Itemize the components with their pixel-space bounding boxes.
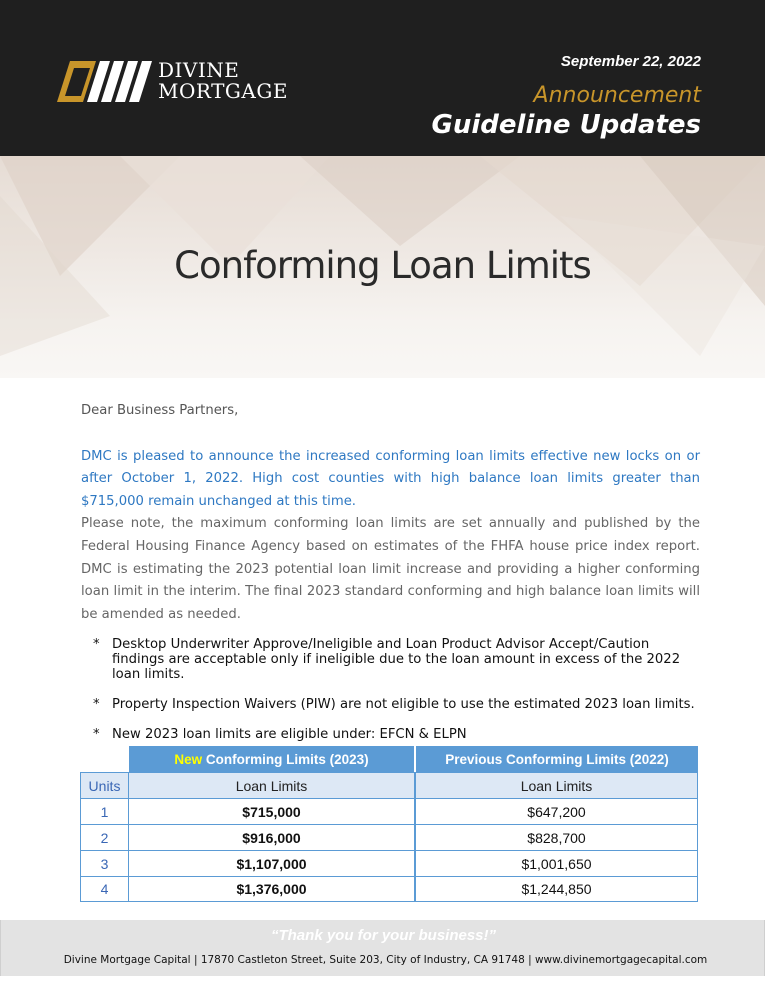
page-title: Conforming Loan Limits: [174, 244, 591, 287]
previous-limits-header: Previous Conforming Limits (2022): [414, 746, 698, 772]
blank-corner: [80, 746, 128, 772]
table-row: [80, 876, 698, 902]
header: [0, 0, 765, 156]
intro-paragraph: DMC is pleased to announce the increased conforming loan limits effective new locks on or after October 1, 2022. High cost counties with high balance loan limits greater than $715,000 remain unchanged at this time.: [81, 448, 700, 509]
units-column-header: Units: [80, 772, 128, 798]
title-banner: [0, 156, 765, 378]
logo-line-1: DIVINE: [158, 58, 240, 82]
letter-body: [81, 400, 700, 626]
units-cell: 3: [80, 850, 128, 876]
asterisk-icon: *: [93, 727, 100, 742]
list-item: [93, 697, 705, 712]
thank-you-message: “Thank you for your business!”: [270, 927, 497, 944]
logo-mark-icon: [52, 60, 156, 104]
footer: [0, 920, 765, 976]
bullet-text: New 2023 loan limits are eligible under: EFCN & ELPN: [112, 727, 467, 742]
loan-limits-table: [80, 746, 698, 902]
previous-loan-limits-label: Loan Limits: [414, 772, 698, 798]
list-item: [93, 637, 705, 682]
table-row: [80, 850, 698, 876]
bullet-text: Property Inspection Waivers (PIW) are not eligible to use the estimated 2023 loan limits.: [112, 697, 695, 712]
asterisk-icon: *: [93, 697, 100, 712]
new-header-text: Conforming Limits (2023): [202, 751, 369, 767]
header-title: Guideline Updates: [431, 110, 701, 140]
bullet-list: [93, 634, 705, 742]
bullet-text: Desktop Underwriter Approve/Ineligible and Loan Product Advisor Accept/Caution findings are acceptable only if ineligible due to the loan amount in excess of the 2022 loan limits.: [112, 637, 681, 682]
table-subheader-row: [80, 772, 698, 798]
announcement-date: September 22, 2022: [560, 53, 701, 70]
new-limit-cell: $1,376,000: [128, 876, 414, 902]
new-limit-cell: $715,000: [128, 798, 414, 824]
new-limits-header: [128, 746, 414, 772]
table-row: [80, 798, 698, 824]
previous-limit-cell: $828,700: [414, 824, 698, 850]
units-cell: 1: [80, 798, 128, 824]
previous-limit-cell: $1,001,650: [414, 850, 698, 876]
new-limit-cell: $1,107,000: [128, 850, 414, 876]
company-address: Divine Mortgage Capital | 17870 Castleton Street, Suite 203, City of Industry, CA 91748 | www.divinemortgagecapital.com: [63, 954, 708, 966]
new-loan-limits-label: Loan Limits: [128, 772, 414, 798]
units-cell: 4: [80, 876, 128, 902]
logo-line-2: MORTGAGE: [158, 79, 288, 103]
list-item: [93, 727, 705, 742]
previous-limit-cell: $647,200: [414, 798, 698, 824]
units-cell: 2: [80, 824, 128, 850]
asterisk-icon: *: [93, 637, 100, 652]
new-highlight: New: [174, 751, 203, 767]
note-paragraph: Please note, the maximum conforming loan limits are set annually and published by the Federal Housing Finance Agency based on estimates of the FHFA house price index report. DMC is estimating the 2023 potential loan limit increase and providing a higher conforming loan limit in the interim. The final 2023 standard conforming and high balance loan limits will be amended as needed.: [81, 516, 700, 622]
previous-limit-cell: $1,244,850: [414, 876, 698, 902]
logo: [52, 58, 288, 104]
table-row: [80, 824, 698, 850]
greeting: Dear Business Partners,: [81, 403, 239, 418]
new-limit-cell: $916,000: [128, 824, 414, 850]
table-header-row: [80, 746, 698, 772]
announcement-label: Announcement: [533, 83, 701, 108]
